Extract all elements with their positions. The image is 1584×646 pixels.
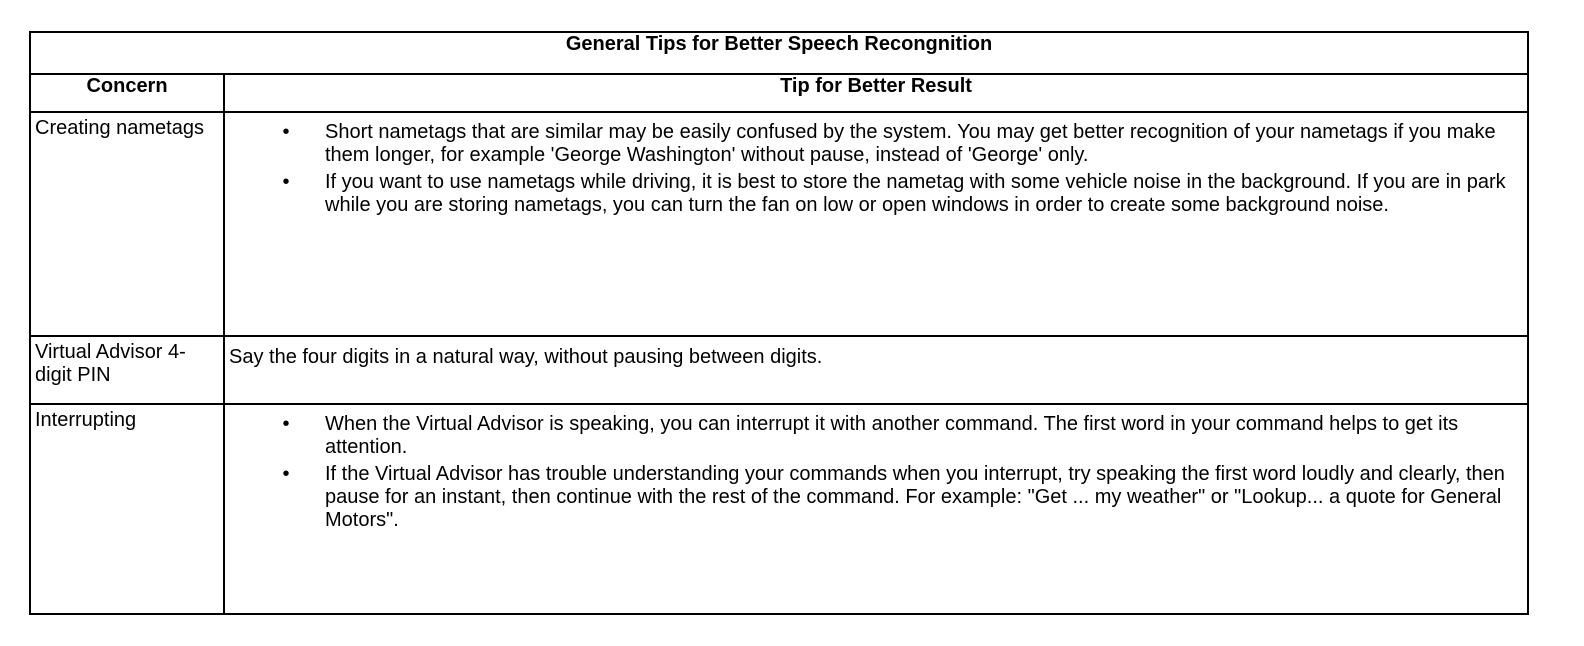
tip-cell (224, 336, 1528, 404)
concern-cell: Interrupting (30, 404, 224, 614)
bullet-icon: • (282, 463, 290, 485)
speech-tips-table (29, 31, 1529, 615)
tip-text: Short nametags that are similar may be easily confused by the system. You may get better recognition of your nametags if you make them longer, for example 'George Washington' without pause, instead of 'George' only. (325, 121, 1496, 166)
tip-cell (224, 112, 1528, 336)
concern-cell: Virtual Advisor 4-digit PIN (30, 336, 224, 404)
list-item (282, 171, 1513, 217)
table-row (30, 336, 1528, 404)
tip-text: Say the four digits in a natural way, without pausing between digits. (229, 346, 823, 368)
table-title: General Tips for Better Speech Recongnition (30, 32, 1528, 74)
concern-cell: Creating nametags (30, 112, 224, 336)
table-row (30, 112, 1528, 336)
bullet-icon: • (282, 121, 290, 143)
document-page (29, 31, 1527, 615)
bullet-icon: • (282, 413, 290, 435)
list-item (282, 121, 1513, 167)
table-row (30, 404, 1528, 614)
tip-column-header: Tip for Better Result (224, 74, 1528, 112)
concern-column-header: Concern (30, 74, 224, 112)
tip-list (229, 413, 1513, 532)
tip-list (229, 121, 1513, 217)
tip-cell (224, 404, 1528, 614)
list-item (282, 463, 1513, 532)
list-item (282, 413, 1513, 459)
bullet-icon: • (282, 171, 290, 193)
tip-text: When the Virtual Advisor is speaking, you can interrupt it with another command. The first word in your command helps to get its attention. (325, 413, 1459, 458)
tip-text: If the Virtual Advisor has trouble understanding your commands when you interrupt, try speaking the first word loudly and clearly, then pause for an instant, then continue with the rest of the command. For example: "Get ... my weather" or "Lookup... a quote for General Motors". (325, 463, 1505, 531)
header-row (30, 74, 1528, 112)
tip-text: If you want to use nametags while driving, it is best to store the nametag with some vehicle noise in the background. If you are in park while you are storing nametags, you can turn the fan on low or open windows in order to create some background noise. (325, 171, 1506, 216)
title-row (30, 32, 1528, 74)
